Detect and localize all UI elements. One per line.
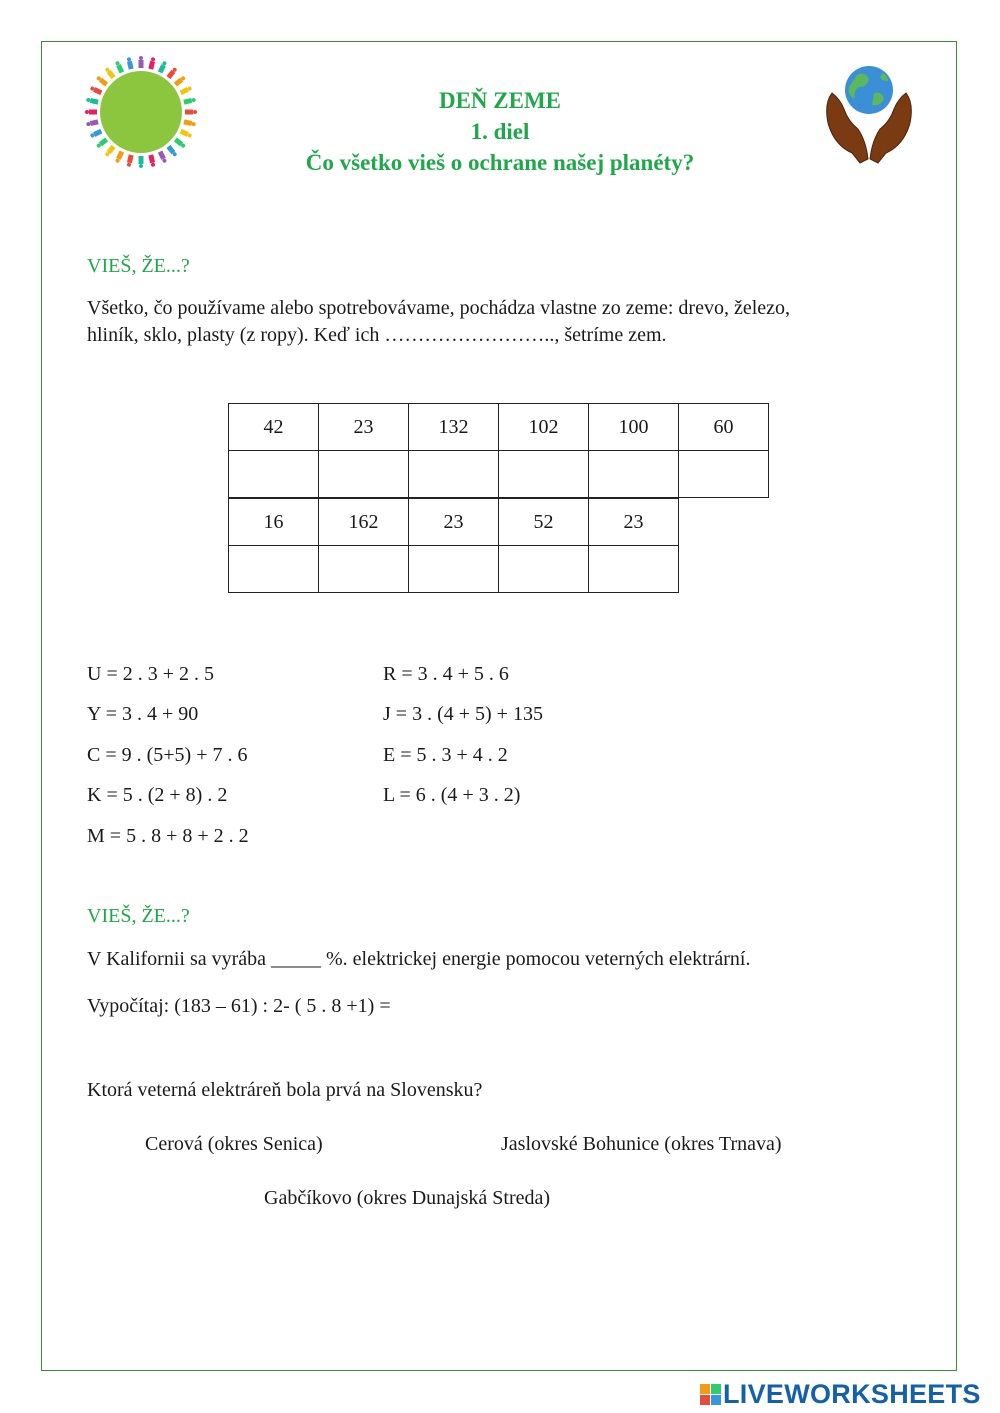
code-number: 60 — [679, 404, 769, 451]
code-number: 16 — [229, 499, 319, 546]
answer-cell[interactable] — [229, 546, 319, 593]
code-number: 102 — [499, 404, 589, 451]
equation-y: Y = 3 . 4 + 90 — [87, 703, 199, 725]
section-heading-2: VIEŠ, ŽE...? — [87, 905, 190, 927]
code-table-row-2 — [228, 498, 679, 593]
page-title: DEŇ ZEME — [438, 88, 562, 113]
code-number: 52 — [499, 499, 589, 546]
section-heading-1: VIEŠ, ŽE...? — [87, 255, 190, 277]
question-text: Ktorá veterná elektráreň bola prvá na Slovensku? — [87, 1079, 483, 1101]
brand-name: LIVEWORKSHEETS — [723, 1378, 981, 1409]
liveworksheets-logo — [700, 1378, 981, 1410]
intro-line-2: hliník, sklo, plasty (z ropy). Keď ich …………………….., šetríme zem. — [87, 324, 667, 346]
answer-cell[interactable] — [409, 546, 499, 593]
answer-cell[interactable] — [679, 451, 769, 498]
answer-cell[interactable] — [409, 451, 499, 498]
answer-cell[interactable] — [499, 546, 589, 593]
code-number: 23 — [589, 499, 679, 546]
equation-k: K = 5 . (2 + 8) . 2 — [87, 784, 228, 806]
part-label: 1. diel — [470, 119, 530, 144]
code-number: 132 — [409, 404, 499, 451]
answer-cell[interactable] — [319, 451, 409, 498]
code-number: 162 — [319, 499, 409, 546]
equation-j: J = 3 . (4 + 5) + 135 — [383, 703, 543, 725]
answer-option-bohunice[interactable]: Jaslovské Bohunice (okres Trnava) — [501, 1133, 782, 1155]
equation-r: R = 3 . 4 + 5 . 6 — [383, 663, 509, 685]
page-subtitle: Čo všetko vieš o ochrane našej planéty? — [305, 150, 695, 175]
answer-cell[interactable] — [229, 451, 319, 498]
answer-cell[interactable] — [589, 546, 679, 593]
logo-boxes-icon — [700, 1384, 721, 1405]
code-table-row-1 — [228, 403, 769, 498]
equation-m: M = 5 . 8 + 8 + 2 . 2 — [87, 825, 249, 847]
intro-paragraph — [87, 295, 927, 349]
answer-option-gabcikovo[interactable]: Gabčíkovo (okres Dunajská Streda) — [264, 1187, 551, 1209]
answer-cell[interactable] — [499, 451, 589, 498]
equation-u: U = 2 . 3 + 2 . 5 — [87, 663, 215, 685]
california-statement: V Kalifornii sa vyrába _____ %. elektrickej energie pomocou veterných elektrární. — [87, 948, 751, 970]
code-number: 100 — [589, 404, 679, 451]
equation-e: E = 5 . 3 + 4 . 2 — [383, 744, 508, 766]
answer-option-cerova[interactable]: Cerová (okres Senica) — [145, 1133, 323, 1155]
code-number: 23 — [409, 499, 499, 546]
code-number: 42 — [229, 404, 319, 451]
intro-line-1: Všetko, čo používame alebo spotrebovávame, pochádza vlastne zo zeme: drevo, železo, — [87, 297, 791, 319]
code-number: 23 — [319, 404, 409, 451]
equation-l: L = 6 . (4 + 3 . 2) — [383, 784, 521, 806]
answer-cell[interactable] — [319, 546, 409, 593]
answer-cell[interactable] — [589, 451, 679, 498]
calculation-prompt: Vypočítaj: (183 – 61) : 2- ( 5 . 8 +1) = — [87, 995, 391, 1017]
equation-c: C = 9 . (5+5) + 7 . 6 — [87, 744, 248, 766]
